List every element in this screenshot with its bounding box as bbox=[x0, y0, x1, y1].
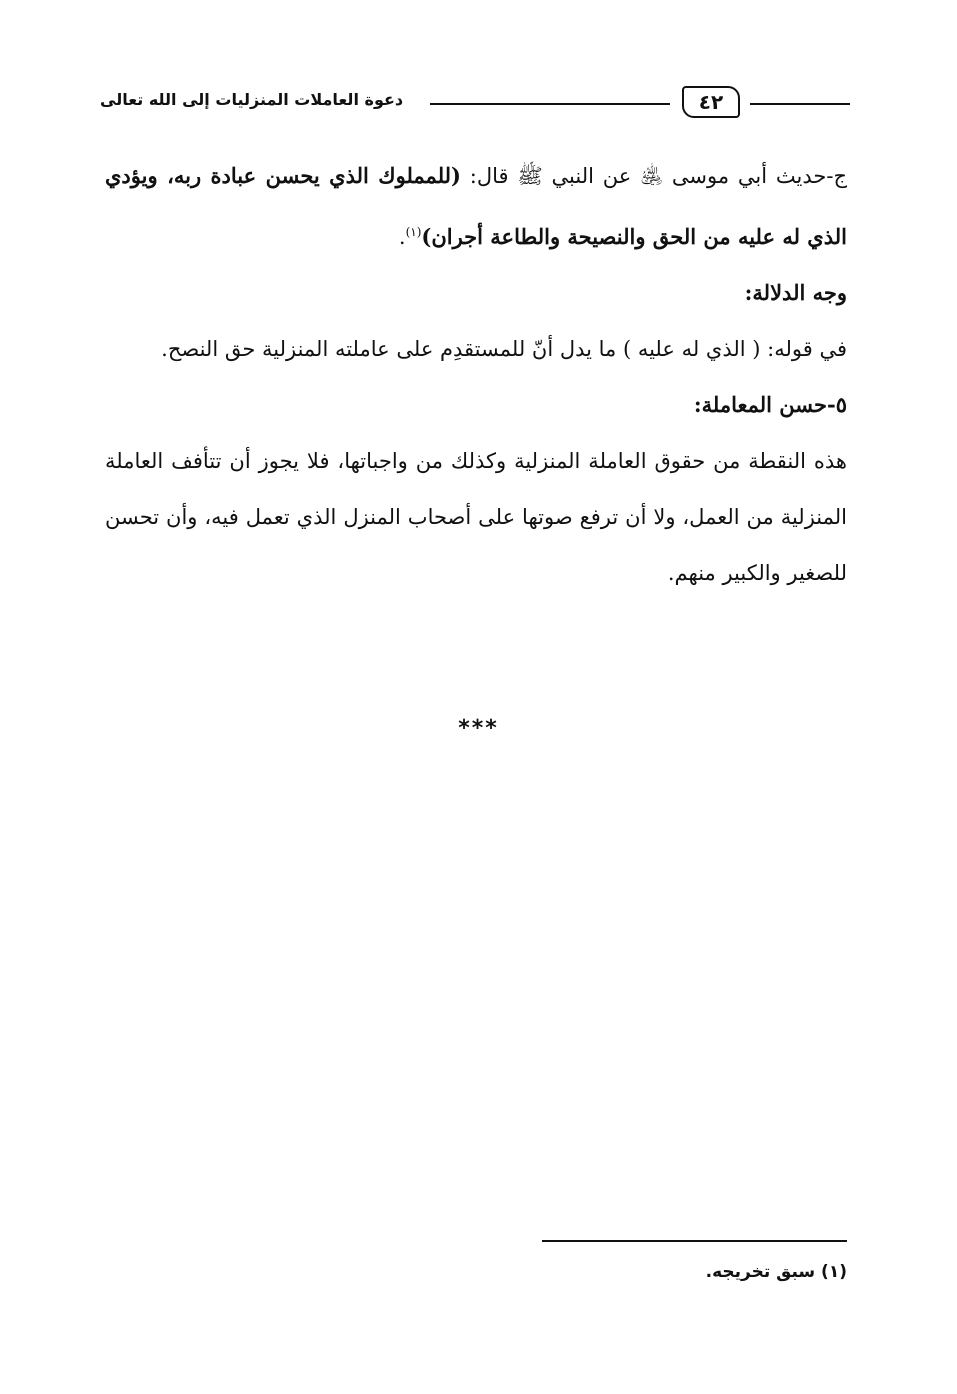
section-heading-evidence: وجه الدلالة: bbox=[744, 280, 847, 305]
header-rule-middle bbox=[430, 103, 670, 105]
section-separator: *** bbox=[458, 716, 499, 741]
hadith-quote: (للمملوك الذي يحسن عبادة ربه، ويؤدي الذي له عليه من الحق والنصيحة والطاعة أجران) bbox=[105, 163, 847, 249]
footnote-rule bbox=[542, 1240, 847, 1242]
page-number: ٤٢ bbox=[682, 86, 740, 118]
hadith-intro: ج-حديث أبي موسى ﵁ عن النبي ﷺ قال: bbox=[460, 164, 847, 188]
footnote: (١) سبق تخريجه. bbox=[705, 1262, 847, 1282]
good-treatment-paragraph: هذه النقطة من حقوق العاملة المنزلية وكذلك من واجباتها، فلا يجوز أن تتأفف العاملة المنزلية من العمل، ولا أن ترفع صوتها على أصحاب المنزل الذي تعمل فيه، وأن تحسن للصغير والكبير منهم. bbox=[105, 449, 847, 585]
section-heading-good-treatment: ٥-حسن المعاملة: bbox=[693, 392, 847, 417]
hadith-end: . bbox=[398, 225, 406, 249]
page-header bbox=[100, 78, 850, 128]
header-rule-right bbox=[750, 103, 850, 105]
hadith-paragraph bbox=[105, 148, 847, 265]
footnote-ref: (١) bbox=[405, 225, 422, 239]
running-title: دعوة العاملات المنزليات إلى الله تعالى bbox=[100, 90, 404, 109]
body-text bbox=[105, 148, 847, 601]
evidence-paragraph: في قوله: ( الذي له عليه ) ما يدل أنّ للمستقدِم على عاملته المنزلية حق النصح. bbox=[161, 337, 847, 361]
